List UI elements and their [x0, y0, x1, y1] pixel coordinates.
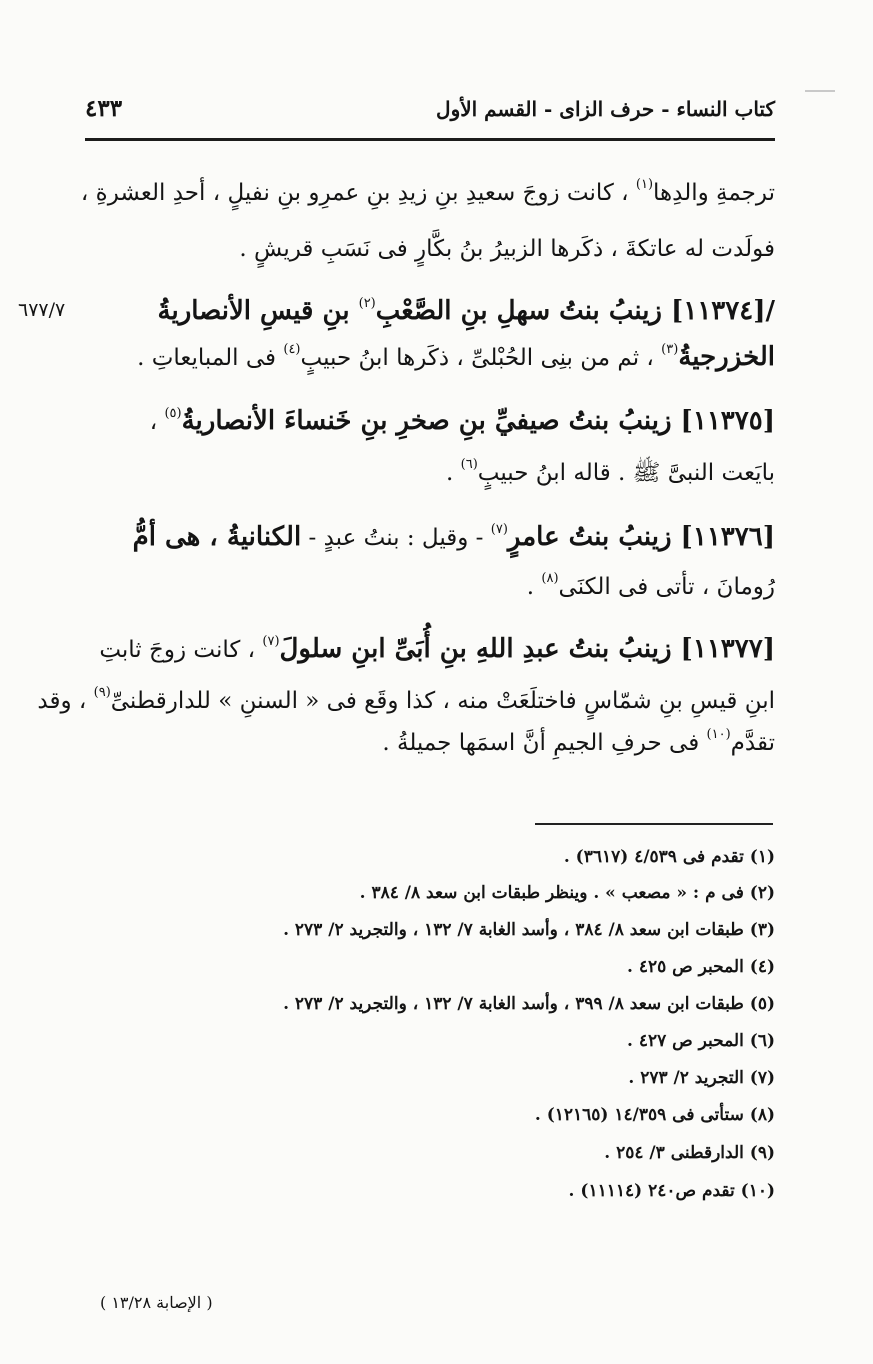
entry-heading: [١١٣٧٥] زينبُ بنتُ صيفيِّ بنِ صخرِ بنِ خَنساءَ الأنصاريةُ — [181, 406, 775, 436]
text-run: فولَدت له عاتكةَ ، ذكَرها الزبيرُ بنُ بكَّارٍ فى نَسَبِ قريشٍ . — [239, 236, 775, 262]
footnote-marker: (٥) — [164, 406, 182, 421]
scan-mark — [805, 90, 835, 92]
entry-heading: الكنانيةُ ، هى أمُّ — [132, 522, 302, 552]
running-header — [85, 93, 775, 127]
entry-11375-line-1 — [95, 400, 775, 447]
footnote: (٥) طبقات ابن سعد ٨/ ٣٩٩ ، وأسد الغابة ٧/ ١٣٢ ، والتجريد ٢/ ٢٧٣ . — [283, 994, 775, 1014]
text-run: ، وقد — [37, 688, 94, 714]
margin-reference: ٦٧٧/٧ — [18, 299, 66, 321]
header-rule — [85, 138, 775, 141]
entry-11377-line-2 — [37, 680, 775, 726]
text-run: فى المبايعاتِ . — [137, 345, 284, 371]
entry-11374-line-2 — [95, 336, 775, 383]
text-run: . — [446, 460, 461, 486]
text-run: فى حرفِ الجيمِ أنَّ اسمَها جميلةُ . — [382, 730, 707, 756]
text-run: ، — [149, 409, 165, 435]
footnote: (٦) المحبر ص ٤٢٧ . — [626, 1031, 775, 1051]
entry-heading: الخزرجيةُ — [678, 342, 775, 372]
entry-11374-line-1 — [95, 290, 775, 337]
page-number: ٤٣٣ — [85, 95, 123, 122]
footnote-marker: (٧) — [262, 634, 280, 649]
entry-heading: بنِ قيسِ الأنصاريةُ — [157, 296, 359, 326]
text-run: - وقيل : بنتُ عبدٍ - — [301, 525, 491, 551]
footnote: (٨) ستأتى فى ١٤/٣٥٩ (١٢١٦٥) . — [534, 1105, 775, 1125]
entry-11377-line-1 — [95, 628, 775, 675]
header-title: كتاب النساء - حرف الزاى - القسم الأول — [436, 97, 775, 121]
text-run: ترجمةِ والدِها — [653, 180, 775, 206]
signature-mark: ( الإصابة ١٣/٢٨ ) — [100, 1293, 213, 1312]
entry-11376-line-2 — [95, 566, 775, 612]
footnote: (١) تقدم فى ٤/٥٣٩ (٣٦١٧) . — [563, 847, 775, 867]
text-run: ، ثم من بنِى الحُبْلىِّ ، ذكَرها ابنُ حبيبٍ — [300, 345, 662, 371]
footnote-marker: (٧) — [490, 522, 508, 537]
footnote-rule — [535, 823, 773, 825]
footnote-marker: (٤) — [283, 342, 301, 357]
footnote: (٣) طبقات ابن سعد ٨/ ٣٨٤ ، وأسد الغابة ٧/ ١٣٢ ، والتجريد ٢/ ٢٧٣ . — [283, 920, 775, 940]
footnote: (٧) التجريد ٢/ ٢٧٣ . — [628, 1068, 775, 1088]
text-run: بايَعت النبىَّ ﷺ . قاله ابنُ حبيبٍ — [477, 460, 775, 486]
entry-11377-line-3 — [95, 722, 775, 768]
text-line-2 — [95, 228, 775, 270]
footnote: (١٠) تقدم ص٢٤٠ (١١١١٤) . — [568, 1181, 775, 1201]
entry-heading: [١١٣٧٦] زينبُ بنتُ عامرٍ — [507, 522, 775, 552]
footnote: (٩) الدارقطنى ٣/ ٢٥٤ . — [604, 1143, 775, 1163]
text-run: ابنِ قيسِ بنِ شمّاسٍ فاختلَعَتْ منه ، كذا وقَع فى « السننِ » للدارقطنىِّ — [110, 688, 775, 714]
footnote: (٢) فى م : « مصعب » . وينظر طبقات ابن سعد ٨/ ٣٨٤ . — [359, 883, 775, 903]
text-run: . — [526, 574, 542, 600]
text-run: ، كانت زوجَ ثابتِ — [99, 637, 263, 663]
footnote: (٤) المحبر ص ٤٢٥ . — [626, 957, 775, 977]
entry-11376-line-1 — [95, 516, 775, 563]
footnote-marker: (٣) — [661, 342, 679, 357]
footnote-marker: (٢) — [358, 296, 376, 311]
text-line-1 — [80, 172, 775, 218]
entry-heading: [١١٣٧٧] زينبُ بنتُ عبدِ اللهِ بنِ أُبَىِّ ابنِ سلولَ — [279, 634, 775, 664]
text-run: تقدَّم — [730, 730, 775, 756]
entry-11375-line-2 — [95, 452, 775, 498]
footnote-marker: (١٠) — [706, 727, 731, 742]
footnote-marker: (٦) — [460, 457, 478, 472]
footnote-marker: (٩) — [93, 685, 111, 700]
footnote-marker: (٨) — [541, 571, 559, 586]
footnote-marker: (١) — [635, 177, 654, 192]
text-run: ، كانت زوجَ سعيدِ بنِ زيدِ بنِ عمرِو بنِ نفيلٍ ، أحدِ العشرةِ ، — [80, 180, 636, 206]
text-run: رُومانَ ، تأتى فى الكنَى — [558, 574, 775, 600]
entry-heading: /[١١٣٧٤] زينبُ بنتُ سهلِ بنِ الصَّعْبِ — [375, 296, 775, 326]
